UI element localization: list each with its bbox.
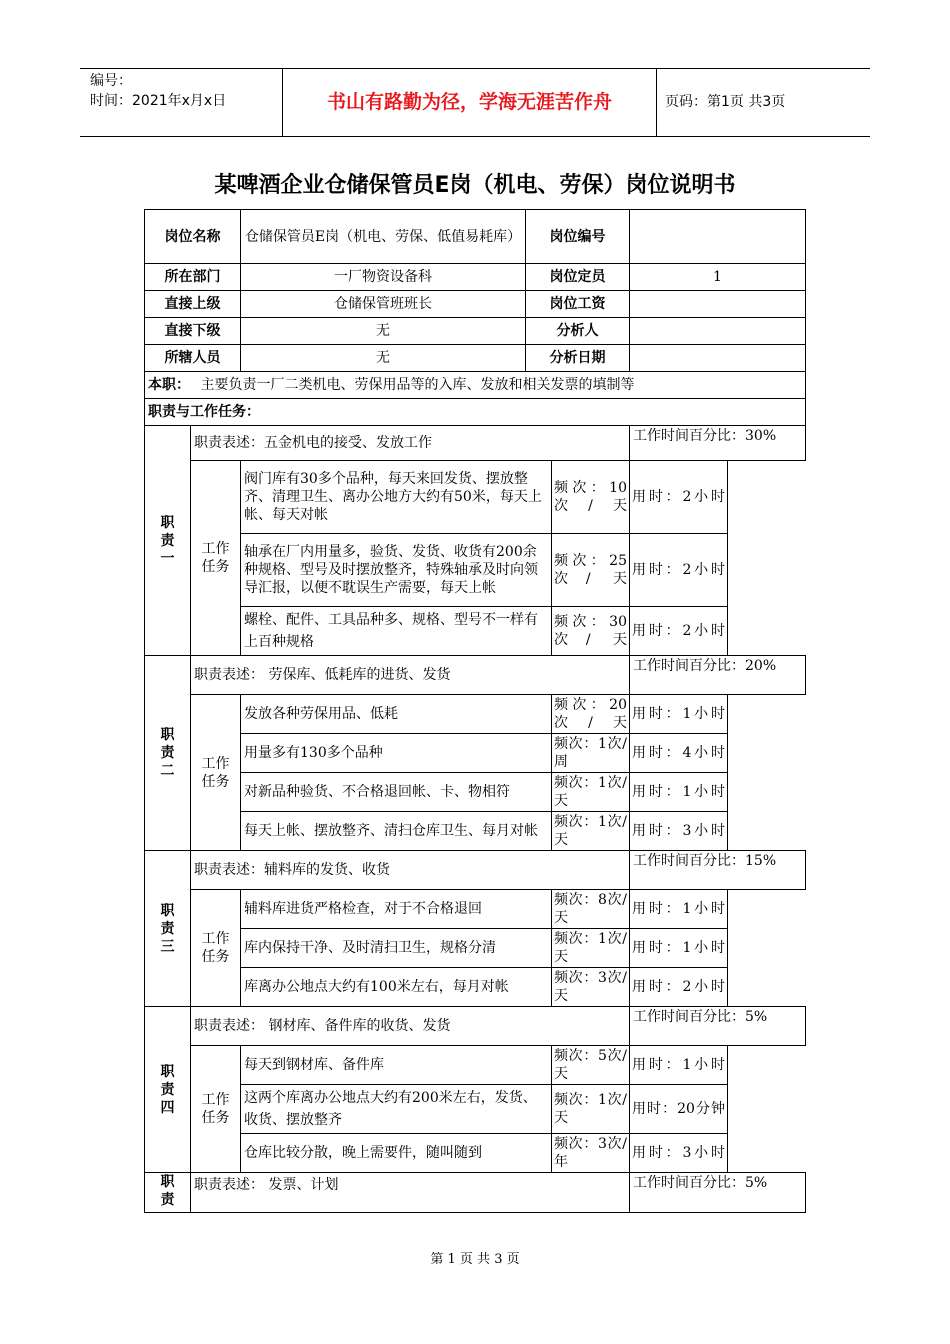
motto: 书山有路勤为径，学海无涯苦作舟: [283, 69, 657, 136]
duty-1-statement: 职责表述：五金机电的接受、发放工作: [191, 426, 630, 461]
subordinate-value: 无: [241, 318, 526, 345]
staff-label: 所辖人员: [145, 345, 241, 372]
duty-4-task-1-freq: 频次：5次/天: [552, 1046, 630, 1085]
duty-2-task-4-freq: 频次：1次/天: [552, 812, 630, 851]
duty-summary-label: 本职：: [148, 377, 190, 393]
dept-value: 一厂物资设备科: [241, 264, 526, 291]
duty-2-task-2: 用量多有130多个品种: [241, 734, 552, 773]
duty-5-statement: 职责表述： 发票、计划: [191, 1173, 630, 1213]
number-label: 编号：: [90, 73, 132, 89]
post-name-label: 岗位名称: [145, 210, 241, 264]
duty-4-task-3-freq: 频次：3次/年: [552, 1134, 630, 1173]
duty-5-label: [145, 1173, 191, 1213]
duty-summary: [145, 372, 806, 399]
task-label-text: 工作任务: [201, 541, 230, 575]
duty-1-task-2-freq: 频次：25次/ 天: [552, 534, 630, 607]
header-meta: [80, 69, 283, 136]
duty-4-task-label: [191, 1046, 241, 1173]
task-label-text: 工作任务: [201, 931, 230, 965]
page-footer: 第 1 页 共 3 页: [430, 1252, 520, 1267]
duty-3-percent: 工作时间百分比：15%: [630, 851, 806, 890]
duty-3-task-label: [191, 890, 241, 1007]
duty-3-label: [145, 851, 191, 1007]
staff-value: 无: [241, 345, 526, 372]
duty-3-task-2: 库内保持干净、及时清扫卫生，规格分清: [241, 929, 552, 968]
duty-3-task-3-freq: 频次：3次/天: [552, 968, 630, 1007]
date-value: [630, 345, 806, 372]
duty-1-task-2: 轴承在厂内用量多，验货、发货、收货有200余种规格、型号及时摆放整齐，特殊轴承及时向领导汇报，以便不耽误生产需要，每天上帐: [241, 534, 552, 607]
duty-4-task-3-hours: 用时：3小时: [630, 1134, 728, 1173]
duty-1-task-2-hours: 用时：2小时: [630, 534, 728, 607]
salary-value: [630, 291, 806, 318]
duty-3-task-3-hours: 用时：2小时: [630, 968, 728, 1007]
analyst-value: [630, 318, 806, 345]
duty-3-task-1: 辅料库进货严格检查，对于不合格退回: [241, 890, 552, 929]
task-label-text: 工作任务: [201, 755, 230, 790]
date-label: 分析日期: [526, 345, 630, 372]
duty-1-task-3-hours: 用时：2小时: [630, 607, 728, 656]
salary-label: 岗位工资: [526, 291, 630, 318]
duty-2-label: [145, 656, 191, 851]
duty-1-task-1-freq: 频次：10次/天: [552, 461, 630, 534]
dept-label: 所在部门: [145, 264, 241, 291]
duty-4-task-2: 这两个库离办公地点大约有200米左右，发货、收货、摆放整齐: [241, 1085, 552, 1134]
duty-2-task-2-freq: 频次：1次/周: [552, 734, 630, 773]
document-title: 某啤酒企业仓储保管员E岗（机电、劳保）岗位说明书: [214, 173, 736, 198]
superior-label: 直接上级: [145, 291, 241, 318]
duty-4-task-2-freq: 频次：1次/天: [552, 1085, 630, 1134]
duty-1-label: [145, 426, 191, 656]
post-code-value: [630, 210, 806, 264]
duty-1-task-3-freq: 频次：30次/ 天: [552, 607, 630, 656]
duty-3-task-1-freq: 频次：8次/天: [552, 890, 630, 929]
duty-2-task-4: 每天上帐、摆放整齐、清扫仓库卫生、每月对帐: [241, 812, 552, 851]
subordinate-label: 直接下级: [145, 318, 241, 345]
time-label: 时间：2021年x月x日: [90, 93, 227, 109]
duty-1-task-3: 螺栓、配件、工具品种多、规格、型号不一样有上百种规格: [241, 607, 552, 656]
duty-4-task-1: 每天到钢材库、备件库: [241, 1046, 552, 1085]
post-name-value: 仓储保管员E岗（机电、劳保、低值易耗库）: [241, 210, 526, 264]
duty-1-label-text: 职责一: [160, 514, 175, 567]
duty-4-task-3: 仓库比较分散，晚上需要件，随叫随到: [241, 1134, 552, 1173]
duty-1-percent: 工作时间百分比：30%: [630, 426, 806, 461]
duty-4-label: [145, 1007, 191, 1173]
duty-3-task-2-hours: 用时：1小时: [630, 929, 728, 968]
duty-2-task-1: 发放各种劳保用品、低耗: [241, 695, 552, 734]
duty-summary-text: 主要负责一厂二类机电、劳保用品等的入库、发放和相关发票的填制等: [200, 377, 635, 393]
duty-4-percent: 工作时间百分比：5%: [630, 1007, 806, 1046]
duty-1-task-label: [191, 461, 241, 656]
duty-2-task-2-hours: 用时：4小时: [630, 734, 728, 773]
duty-2-task-4-hours: 用时：3小时: [630, 812, 728, 851]
duty-2-label-text: 职责二: [160, 727, 175, 779]
duty-3-task-3: 库离办公地点大约有100米左右，每月对帐: [241, 968, 552, 1007]
duty-2-percent: 工作时间百分比：20%: [630, 656, 806, 695]
duty-2-task-3: 对新品种验货、不合格退回帐、卡、物相符: [241, 773, 552, 812]
duty-2-task-3-freq: 频次：1次/天: [552, 773, 630, 812]
duty-5-label-text: 职责: [160, 1174, 175, 1208]
duty-2-task-1-hours: 用时：1小时: [630, 695, 728, 734]
duty-3-task-2-freq: 频次：1次/ 天: [552, 929, 630, 968]
duties-heading: 职责与工作任务：: [145, 399, 806, 426]
duty-3-task-1-hours: 用时：1小时: [630, 890, 728, 929]
duty-2-task-1-freq: 频次：20次/天: [552, 695, 630, 734]
quota-label: 岗位定员: [526, 264, 630, 291]
duty-2-task-label: [191, 695, 241, 851]
duty-3-label-text: 职责三: [160, 902, 175, 955]
duty-5-percent: 工作时间百分比：5%: [630, 1173, 806, 1213]
duty-2-statement: 职责表述： 劳保库、低耗库的进货、发货: [191, 656, 630, 695]
page-header: [80, 68, 870, 137]
post-code-label: 岗位编号: [526, 210, 630, 264]
superior-value: 仓储保管班班长: [241, 291, 526, 318]
duty-3-statement: 职责表述：辅料库的发货、收货: [191, 851, 630, 890]
duty-2-task-3-hours: 用时：1小时: [630, 773, 728, 812]
duty-1-task-1-hours: 用时：2小时: [630, 461, 728, 534]
duty-4-task-2-hours: 用时：20分钟: [630, 1085, 728, 1134]
duty-1-task-1: 阀门库有30多个品种，每天来回发货、摆放整齐、清理卫生、离办公地方大约有50米，每天上帐、每天对帐: [241, 461, 552, 534]
duty-4-label-text: 职责四: [160, 1063, 175, 1116]
job-description-table: [144, 209, 806, 1213]
quota-value: 1: [630, 264, 806, 291]
duty-4-statement: 职责表述： 钢材库、备件库的收货、发货: [191, 1007, 630, 1046]
page-info: 页码：第1页 共3页: [665, 94, 786, 110]
task-label-text: 工作任务: [201, 1092, 230, 1126]
analyst-label: 分析人: [526, 318, 630, 345]
duty-4-task-1-hours: 用时：1小时: [630, 1046, 728, 1085]
